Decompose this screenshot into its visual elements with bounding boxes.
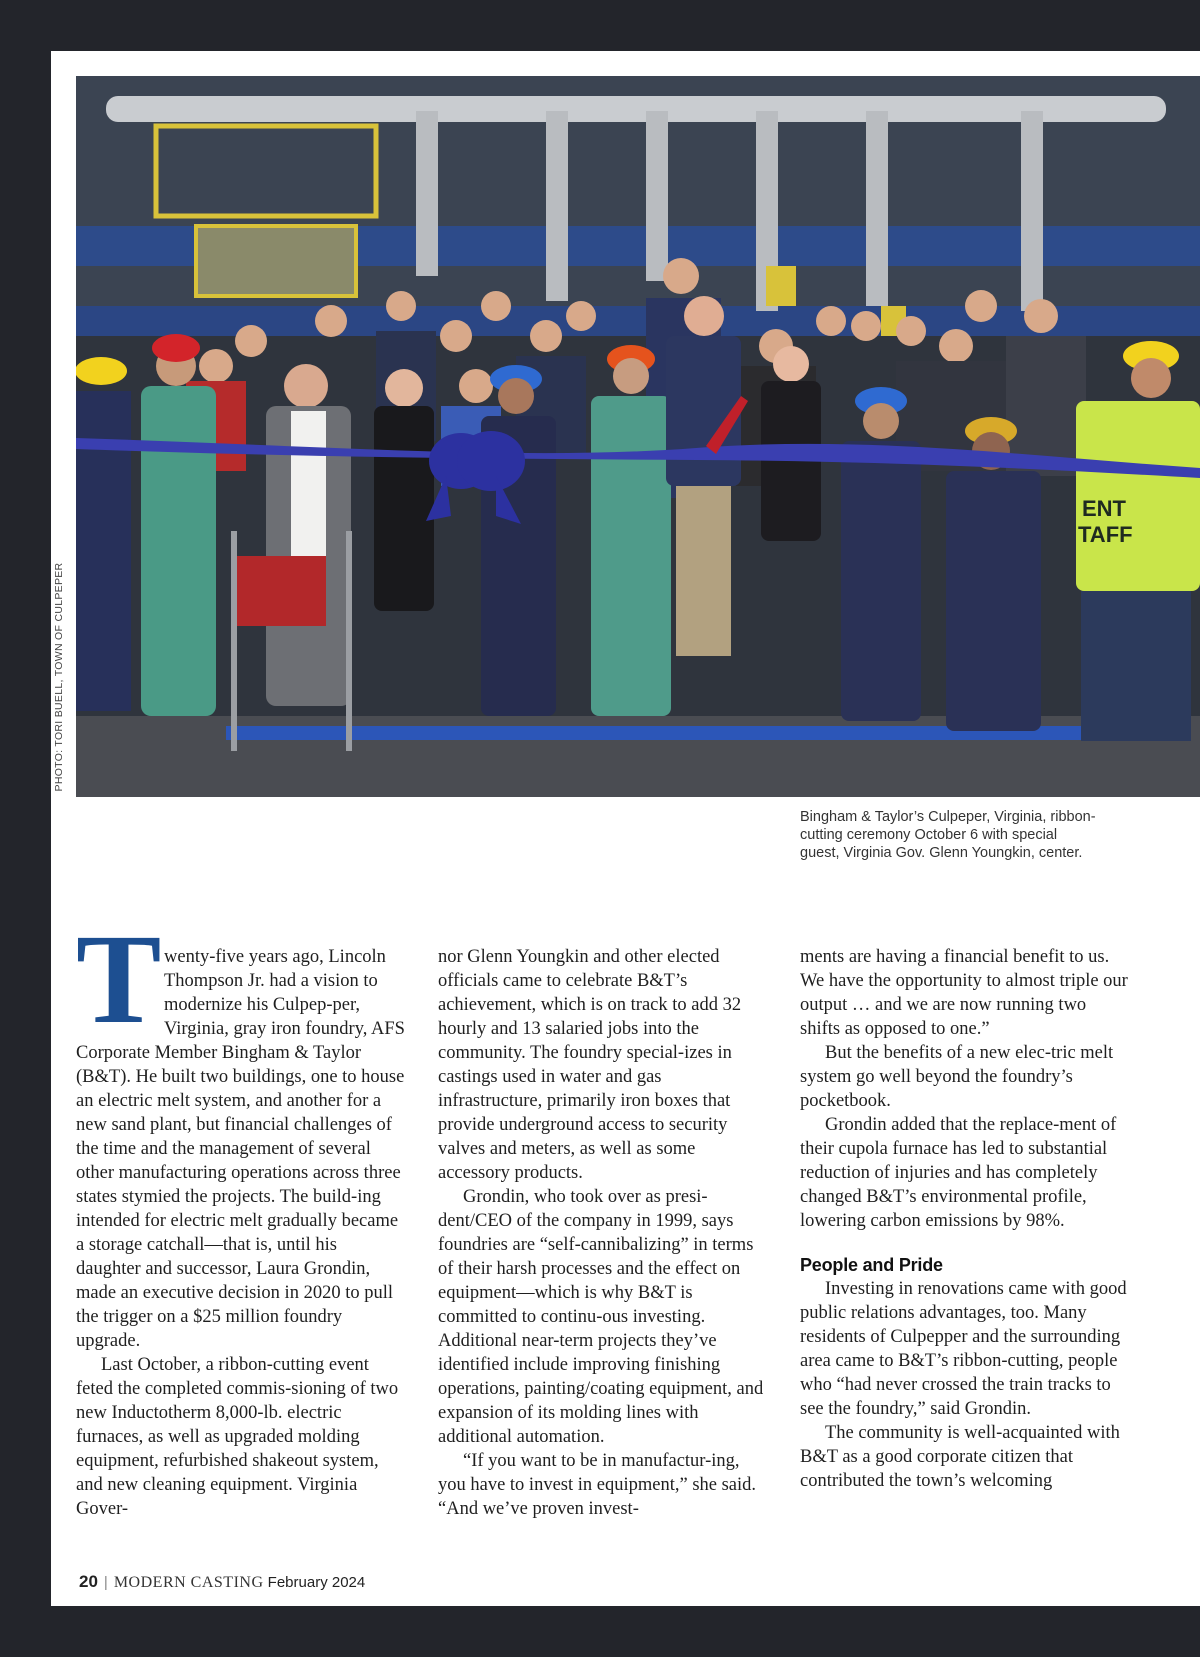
paragraph: ments are having a financial benefit to us. We have the opportunity to almost triple our output … and we are now running two shifts as opposed to one.” <box>800 947 1128 1039</box>
vest-text-1: ENT <box>1082 496 1126 521</box>
dropcap: T <box>76 908 162 1050</box>
paragraph: “If you want to be in manufactur-ing, you have to invest in equipment,” she said. “And we’ve proven invest- <box>438 1451 757 1519</box>
issue-date: February 2024 <box>267 1574 366 1591</box>
paragraph: Last October, a ribbon-cutting event feted the completed commis-sioning of two new Inductotherm 8,000-lb. electric furnaces, as well as upgraded molding equipment, refurbished shakeout system, and new cleaning equipment. Virginia Gover- <box>76 1355 399 1519</box>
article-column-2 <box>438 945 768 1521</box>
footer-separator: | <box>103 1574 108 1591</box>
article-column-1 <box>76 908 406 1521</box>
paragraph: Grondin added that the replace-ment of their cupola furnace has led to substantial reduction of injuries and has completely changed B&T’s environmental profile, lowering carbon emissions by 98%. <box>800 1115 1117 1231</box>
page-number: 20 <box>79 1572 98 1591</box>
photo-illustration <box>76 76 1200 797</box>
paragraph: But the benefits of a new elec-tric melt system go well beyond the foundry’s pocketbook. <box>800 1043 1114 1111</box>
section-subhead: People and Pride <box>800 1255 943 1275</box>
ribbon-cutting-photo <box>76 76 1200 797</box>
paragraph: nor Glenn Youngkin and other elected officials came to celebrate B&T’s achievement, which is on track to add 32 hourly and 13 salaried jobs into the community. The foundry special-izes in castings used in water and gas infrastructure, primarily iron boxes that provide underground access to security valves and meters, as well as some accessory products. <box>438 947 742 1183</box>
paragraph: wenty-five years ago, Lincoln Thompson Jr. had a vision to modernize his Culpep-per, Virginia, gray iron foundry, AFS Corporate Member Bingham & Taylor (B&T). He built two buildings, one to house an electric melt system, and another for a new sand plant, but financial challenges of the time and the management of several other manufacturing operations across three states stymied the projects. The build-ing intended for electric melt gradually became a storage catchall—that is, until his daughter and successor, Laura Grondin, made an executive decision in 2020 to pull the trigger on a $25 million foundry upgrade. <box>76 947 405 1351</box>
paragraph: Grondin, who took over as presi-dent/CEO of the company in 1999, says foundries are “self-cannibalizing” in terms of their harsh processes and the effect on equipment—which is why B&T is committed to continu-ous investing. Additional near-term projects they’ve identified include improving finishing operations, painting/coating equipment, and expansion of its molding lines with additional automation. <box>438 1187 764 1447</box>
article-column-3 <box>800 945 1130 1493</box>
vest-text-2: TAFF <box>1078 522 1133 547</box>
photo-credit: PHOTO: TORI BUELL, TOWN OF CULPEPER <box>53 562 65 792</box>
photo-caption: Bingham & Taylor’s Culpeper, Virginia, ribbon-cutting ceremony October 6 with special guest, Virginia Gov. Glenn Youngkin, center. <box>800 809 1096 861</box>
paragraph: Investing in renovations came with good public relations advantages, too. Many residents of Culpepper and the surrounding area came to B&T’s ribbon-cutting, people who “had never crossed the train tracks to see the foundry,” said Grondin. <box>800 1279 1127 1419</box>
magazine-title: MODERN CASTING <box>113 1574 264 1591</box>
magazine-page <box>51 51 1200 1606</box>
page-footer <box>79 1572 365 1592</box>
paragraph: The community is well-acquainted with B&T as a good corporate citizen that contributed the town’s welcoming <box>800 1423 1120 1491</box>
